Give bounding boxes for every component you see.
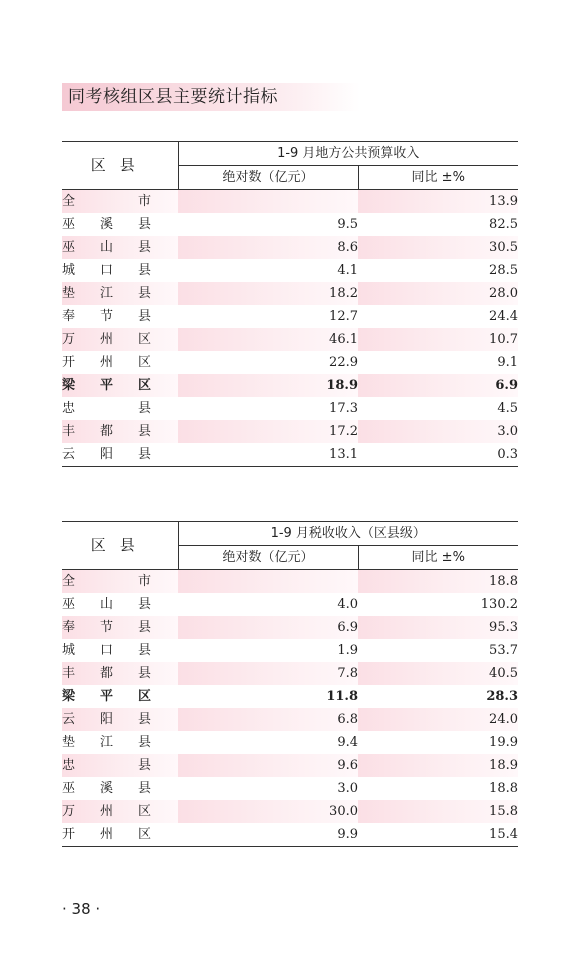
absolute-value-cell: 3.0	[337, 781, 358, 796]
region-name-char: 平	[100, 378, 114, 393]
absolute-value-cell	[178, 190, 358, 214]
absolute-value-cell: 18.2	[178, 282, 358, 305]
table-row	[62, 236, 518, 259]
region-name-cell	[62, 374, 178, 397]
region-name-char: 开	[62, 827, 76, 842]
table-row	[62, 777, 518, 800]
region-name-char: 阳	[100, 712, 114, 727]
absolute-value-cell: 22.9	[329, 355, 358, 370]
absolute-value-cell	[178, 570, 358, 594]
region-name-cell	[62, 443, 178, 467]
yoy-change-cell: 28.3	[486, 689, 518, 704]
region-name-char: 梁	[62, 689, 76, 704]
region-name-char: 城	[62, 263, 76, 278]
region-name-cell	[62, 305, 178, 328]
absolute-value-cell: 6.8	[178, 708, 358, 731]
region-name-char: 巫	[62, 240, 76, 255]
table-row	[62, 190, 518, 214]
region-name-char: 口	[100, 643, 114, 658]
region-name-char: 市	[138, 574, 152, 589]
region-name-char: 县	[138, 217, 152, 232]
region-name-char: 万	[62, 332, 76, 347]
region-name-char: 全	[62, 574, 76, 589]
region-name-cell	[62, 708, 178, 731]
tax-revenue-table	[62, 521, 518, 847]
region-name-char: 巫	[62, 781, 76, 796]
region-name-char: 区	[138, 827, 152, 842]
yoy-change-cell: 82.5	[489, 217, 518, 232]
region-name-cell	[62, 754, 178, 777]
region-name-char: 阳	[100, 447, 114, 462]
table-row	[62, 731, 518, 754]
region-column-header: 区县	[62, 522, 178, 570]
region-name-char: 巫	[62, 597, 76, 612]
yoy-change-cell: 130.2	[480, 597, 518, 612]
table-row	[62, 754, 518, 777]
region-name-char: 城	[62, 643, 76, 658]
region-name-char: 山	[100, 597, 114, 612]
region-name-cell	[62, 259, 178, 282]
region-name-char: 州	[100, 827, 114, 842]
absolute-value-cell: 4.1	[337, 263, 358, 278]
absolute-value-cell: 17.2	[178, 420, 358, 443]
region-name-char: 县	[138, 424, 152, 439]
region-name-char: 区	[138, 804, 152, 819]
region-name-char: 县	[138, 240, 152, 255]
region-name-cell	[62, 397, 178, 420]
region-name-char: 溪	[100, 217, 114, 232]
yoy-change-cell: 28.0	[358, 282, 518, 305]
yoy-change-cell: 24.0	[358, 708, 518, 731]
region-name-char: 垫	[62, 735, 76, 750]
table-row	[62, 570, 518, 594]
region-name-char: 江	[100, 735, 114, 750]
region-name-char: 区	[138, 332, 152, 347]
yoy-change-cell: 3.0	[358, 420, 518, 443]
absolute-value-cell: 6.9	[178, 616, 358, 639]
table-row	[62, 328, 518, 351]
region-name-cell	[62, 570, 178, 594]
yoy-change-cell: 40.5	[358, 662, 518, 685]
region-name-char: 都	[100, 424, 114, 439]
yoy-change-cell: 10.7	[358, 328, 518, 351]
region-name-char: 县	[138, 263, 152, 278]
table-row	[62, 443, 518, 467]
yoy-change-cell: 53.7	[489, 643, 518, 658]
absolute-value-cell: 9.5	[337, 217, 358, 232]
region-name-char: 县	[138, 620, 152, 635]
region-name-cell	[62, 662, 178, 685]
yoy-change-cell: 9.1	[497, 355, 518, 370]
region-name-char: 平	[100, 689, 114, 704]
region-name-char: 全	[62, 194, 76, 209]
region-name-char: 县	[138, 401, 152, 416]
yoy-change-cell: 13.9	[358, 190, 518, 214]
table-row	[62, 282, 518, 305]
absolute-value-cell: 13.1	[178, 443, 358, 467]
yoy-change-header: 同比 ±%	[358, 166, 518, 190]
table-row	[62, 420, 518, 443]
yoy-change-cell: 15.8	[358, 800, 518, 823]
yoy-change-cell: 0.3	[358, 443, 518, 467]
absolute-value-cell: 9.6	[178, 754, 358, 777]
region-name-cell	[62, 823, 178, 847]
region-name-char: 万	[62, 804, 76, 819]
region-name-char: 丰	[62, 424, 76, 439]
region-name-cell	[62, 236, 178, 259]
region-name-cell	[62, 800, 178, 823]
region-name-char: 州	[100, 332, 114, 347]
absolute-value-cell: 1.9	[337, 643, 358, 658]
region-name-char: 梁	[62, 378, 76, 393]
region-name-char: 奉	[62, 309, 76, 324]
region-name-char: 垫	[62, 286, 76, 301]
region-name-cell	[62, 328, 178, 351]
region-name-char: 县	[138, 447, 152, 462]
region-name-char: 县	[138, 758, 152, 773]
absolute-value-cell: 8.6	[178, 236, 358, 259]
region-name-cell	[62, 420, 178, 443]
table-row	[62, 397, 518, 420]
table-row	[62, 823, 518, 847]
region-name-cell	[62, 282, 178, 305]
absolute-value-cell: 11.8	[326, 689, 358, 704]
absolute-value-cell: 30.0	[178, 800, 358, 823]
region-name-char: 忠	[62, 758, 76, 773]
yoy-change-cell: 6.9	[358, 374, 518, 397]
table-row	[62, 708, 518, 731]
tax-revenue-header: 1-9 月税收收入（区县级）	[178, 522, 518, 546]
absolute-value-cell: 9.9	[178, 823, 358, 847]
region-name-cell	[62, 213, 178, 236]
region-name-cell	[62, 190, 178, 214]
table-row	[62, 800, 518, 823]
table-row	[62, 374, 518, 397]
yoy-change-cell: 19.9	[489, 735, 518, 750]
region-name-char: 云	[62, 447, 76, 462]
yoy-change-cell: 15.4	[358, 823, 518, 847]
yoy-change-cell: 95.3	[358, 616, 518, 639]
region-name-char: 县	[138, 735, 152, 750]
absolute-value-cell: 46.1	[178, 328, 358, 351]
region-name-char: 江	[100, 286, 114, 301]
region-name-cell	[62, 731, 178, 754]
table-row	[62, 685, 518, 708]
yoy-change-cell: 28.5	[489, 263, 518, 278]
yoy-change-cell: 18.8	[358, 570, 518, 594]
region-name-char: 口	[100, 263, 114, 278]
region-name-cell	[62, 777, 178, 800]
region-name-char: 州	[100, 804, 114, 819]
budget-revenue-table	[62, 141, 518, 467]
region-name-cell	[62, 685, 178, 708]
yoy-change-cell: 4.5	[497, 401, 518, 416]
region-name-char: 区	[138, 378, 152, 393]
region-name-char: 县	[138, 712, 152, 727]
region-name-char: 区	[138, 689, 152, 704]
section-title: 同考核组区县主要统计指标	[62, 83, 360, 111]
table-row	[62, 351, 518, 374]
region-name-cell	[62, 351, 178, 374]
absolute-value-cell: 4.0	[337, 597, 358, 612]
region-name-char: 奉	[62, 620, 76, 635]
yoy-change-cell: 18.8	[489, 781, 518, 796]
region-name-char: 市	[138, 194, 152, 209]
table-row	[62, 259, 518, 282]
region-name-char: 溪	[100, 781, 114, 796]
absolute-value-cell: 18.9	[178, 374, 358, 397]
region-name-char: 忠	[62, 401, 76, 416]
region-name-cell	[62, 593, 178, 616]
region-column-header: 区县	[62, 142, 178, 190]
region-name-char: 开	[62, 355, 76, 370]
region-name-cell	[62, 616, 178, 639]
absolute-value-cell: 12.7	[329, 309, 358, 324]
region-name-char: 节	[100, 309, 114, 324]
table-row	[62, 305, 518, 328]
region-name-char: 县	[138, 666, 152, 681]
region-name-char: 州	[100, 355, 114, 370]
yoy-change-cell: 30.5	[358, 236, 518, 259]
budget-revenue-header: 1-9 月地方公共预算收入	[178, 142, 518, 166]
region-name-char: 丰	[62, 666, 76, 681]
table-body	[62, 190, 518, 467]
region-name-char: 县	[138, 597, 152, 612]
region-name-char: 县	[138, 643, 152, 658]
table-row	[62, 616, 518, 639]
region-name-char: 县	[138, 781, 152, 796]
region-name-char: 县	[138, 286, 152, 301]
table-row	[62, 213, 518, 236]
region-name-char: 云	[62, 712, 76, 727]
region-name-char: 山	[100, 240, 114, 255]
region-name-cell	[62, 639, 178, 662]
absolute-value-cell: 9.4	[337, 735, 358, 750]
table-row	[62, 662, 518, 685]
page-number: · 38 ·	[62, 900, 101, 918]
yoy-change-cell: 24.4	[489, 309, 518, 324]
region-name-char: 都	[100, 666, 114, 681]
region-name-char: 区	[138, 355, 152, 370]
absolute-value-cell: 7.8	[178, 662, 358, 685]
absolute-value-header: 绝对数（亿元）	[178, 546, 358, 570]
yoy-change-header: 同比 ±%	[358, 546, 518, 570]
table-row	[62, 639, 518, 662]
table-row	[62, 593, 518, 616]
region-name-char: 巫	[62, 217, 76, 232]
absolute-value-cell: 17.3	[329, 401, 358, 416]
yoy-change-cell: 18.9	[358, 754, 518, 777]
region-name-char: 县	[138, 309, 152, 324]
absolute-value-header: 绝对数（亿元）	[178, 166, 358, 190]
table-body	[62, 570, 518, 847]
region-name-char: 节	[100, 620, 114, 635]
